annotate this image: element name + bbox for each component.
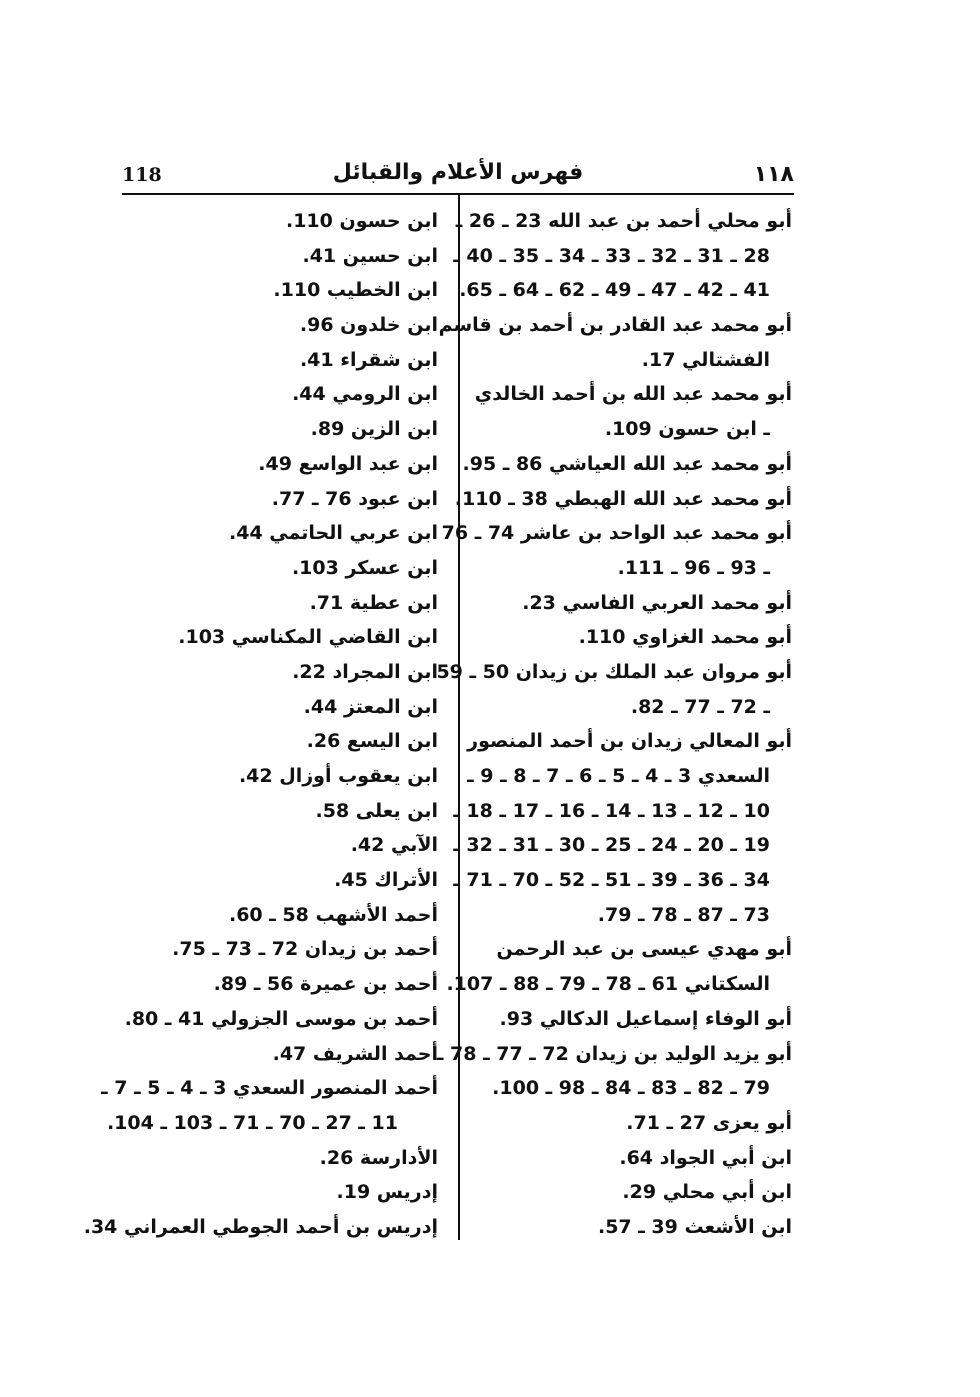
index-column-left: [83, 204, 438, 1245]
index-line: أحمد الشريف 47.: [272, 1042, 438, 1065]
index-line: ابن يعلى 58.: [315, 799, 438, 822]
index-line: ابن عبد الواسع 49.: [258, 452, 438, 475]
index-line: أبو مهدي عيسى بن عبد الرحمن: [496, 938, 792, 961]
index-line: ابن شقراء 41.: [299, 348, 438, 371]
index-line: ابن الخطيب 110.: [273, 279, 438, 302]
index-line: ـ 93 ـ 96 ـ 111.: [617, 556, 770, 579]
index-line: ابن أبي الجواد 64.: [619, 1146, 792, 1169]
index-line: ـ 72 ـ 77 ـ 82.: [630, 695, 770, 718]
page-header: [122, 158, 794, 196]
index-line: 73 ـ 87 ـ 78 ـ 79.: [597, 903, 770, 926]
index-line: 10 ـ 12 ـ 13 ـ 14 ـ 16 ـ 17 ـ 18 ـ: [453, 799, 770, 822]
index-line: ابن خلدون 96.: [299, 314, 438, 337]
index-line: ابن اليسع 26.: [306, 730, 438, 753]
index-line: الأدارسة 26.: [319, 1146, 438, 1169]
index-line: أحمد بن عميرة 56 ـ 89.: [213, 973, 438, 996]
index-line: أبو مروان عبد الملك بن زيدان 50 ـ 59: [436, 660, 792, 683]
index-line: أبو محمد عبد الواحد بن عاشر 74 ـ 76: [441, 522, 792, 545]
index-line: أحمد المنصور السعدي 3 ـ 4 ـ 5 ـ 7 ـ: [101, 1077, 438, 1100]
index-line: ابن المعتز 44.: [303, 695, 438, 718]
index-line: ابن القاضي المكناسي 103.: [178, 626, 438, 649]
index-line: ابن الزين 89.: [310, 418, 438, 441]
index-line: أبو محمد العربي الفاسي 23.: [522, 591, 792, 614]
index-line: ابن عطية 71.: [309, 591, 438, 614]
index-line: أبو المعالي زيدان بن أحمد المنصور: [467, 730, 792, 753]
index-line: أبو محمد عبد القادر بن أحمد بن قاسم: [438, 314, 792, 337]
index-line: 19 ـ 20 ـ 24 ـ 25 ـ 30 ـ 31 ـ 32 ـ: [453, 834, 770, 857]
index-line: ابن عربي الحاتمي 44.: [229, 522, 438, 545]
index-line: 79 ـ 82 ـ 83 ـ 84 ـ 98 ـ 100.: [492, 1077, 770, 1100]
index-line: الفشتالي 17.: [641, 348, 770, 371]
index-line: أبو محلي أحمد بن عبد الله 23 ـ 26 ـ: [455, 210, 792, 232]
index-line: السعدي 3 ـ 4 ـ 5 ـ 6 ـ 7 ـ 8 ـ 9 ـ: [467, 765, 770, 787]
index-line: أبو محمد الغزاوي 110.: [578, 626, 792, 649]
index-line: أبو محمد عبد الله الهبطي 38 ـ 110.: [454, 487, 792, 510]
index-line: أبو يزيد الوليد بن زيدان 72 ـ 77 ـ 78 ـ: [436, 1042, 792, 1065]
page-title: فهرس الأعلام والقبائل: [332, 160, 584, 185]
index-column-right: [436, 204, 792, 1245]
index-line: الآبي 42.: [350, 834, 438, 857]
index-line: ـ ابن حسون 109.: [604, 418, 770, 441]
page-number-latin: 118: [122, 164, 162, 186]
index-line: أحمد بن زيدان 72 ـ 73 ـ 75.: [172, 938, 438, 961]
index-line: ابن الأشعث 39 ـ 57.: [597, 1215, 792, 1238]
index-line: أحمد الأشهب 58 ـ 60.: [228, 903, 438, 926]
index-line: ابن يعقوب أوزال 42.: [238, 765, 438, 787]
index-line: ابن حسين 41.: [302, 244, 438, 267]
index-line: ابن الرومي 44.: [292, 383, 438, 406]
index-line: أبو يعزى 27 ـ 71.: [626, 1111, 792, 1134]
index-line: السكتاني 61 ـ 78 ـ 79 ـ 88 ـ 107.: [446, 973, 770, 996]
index-line: ابن عبود 76 ـ 77.: [271, 487, 438, 510]
index-line: 34 ـ 36 ـ 39 ـ 51 ـ 52 ـ 70 ـ 71 ـ: [453, 869, 770, 892]
index-line: إدريس بن أحمد الجوطي العمراني 34.: [83, 1215, 438, 1238]
index-line: أحمد بن موسى الجزولي 41 ـ 80.: [124, 1007, 438, 1030]
index-line: 41 ـ 42 ـ 47 ـ 49 ـ 62 ـ 64 ـ 65.: [459, 279, 770, 302]
index-line: أبو محمد عبد الله بن أحمد الخالدي: [474, 383, 792, 406]
index-line: ابن المجراد 22.: [292, 660, 438, 683]
index-line: ابن حسون 110.: [285, 210, 438, 232]
page-number-arabic: ١١٨: [753, 162, 794, 187]
index-line: الأتراك 45.: [334, 869, 438, 892]
index-line: أبو الوفاء إسماعيل الدكالي 93.: [499, 1007, 792, 1030]
index-line: 11 ـ 27 ـ 70 ـ 71 ـ 103 ـ 104.: [106, 1111, 398, 1134]
index-line: أبو محمد عبد الله العياشي 86 ـ 95.: [462, 452, 792, 475]
index-line: إدريس 19.: [336, 1181, 438, 1204]
index-line: 28 ـ 31 ـ 32 ـ 33 ـ 34 ـ 35 ـ 40 ـ: [453, 244, 770, 267]
index-line: ابن عسكر 103.: [291, 556, 438, 579]
index-line: ابن أبي محلي 29.: [622, 1181, 792, 1204]
